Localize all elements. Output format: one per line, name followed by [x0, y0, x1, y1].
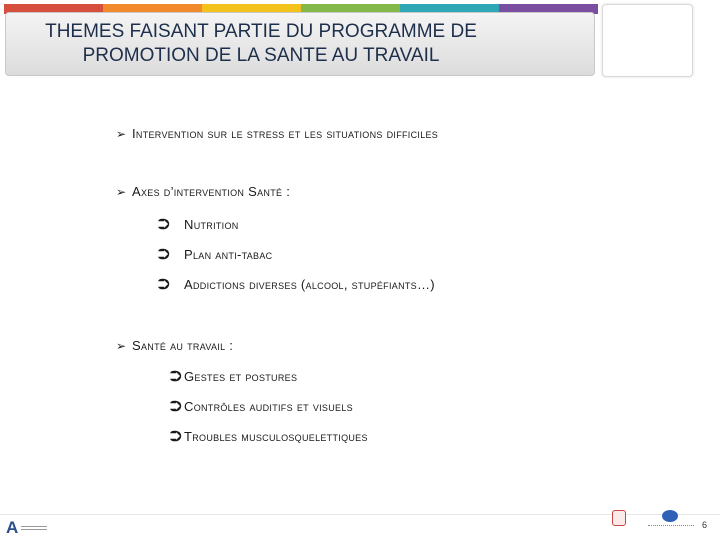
triangle-bullet-icon: ➢ [116, 185, 127, 199]
triangle-bullet-icon: ➢ [116, 339, 127, 353]
arrow-bullet-icon: ⮊ [158, 216, 170, 233]
arrow-bullet-icon: ⮊ [158, 276, 170, 293]
bullet-label: Santé au travail : [132, 338, 234, 353]
logo-placeholder [602, 4, 693, 77]
sub-item-gestes [170, 368, 297, 385]
logo-mark-icon: A [6, 518, 19, 537]
sub-item-troubles [170, 428, 368, 445]
logo-caption [648, 525, 694, 530]
sub-item-nutrition [158, 216, 239, 233]
arrow-bullet-icon: ⮊ [170, 368, 182, 385]
arrow-bullet-icon: ⮊ [170, 398, 182, 415]
title-line-2: PROMOTION DE LA SANTE AU TRAVAIL [82, 45, 440, 66]
globe-logo-icon [662, 510, 678, 522]
bullet-axes-sante [116, 184, 290, 199]
bullet-sante-travail [116, 338, 233, 353]
logo-text-lines [21, 526, 47, 530]
sub-item-label: Addictions diverses (alcool, stupéfiants…) [184, 277, 435, 292]
slide-title [16, 20, 506, 68]
footer-logo [6, 518, 47, 538]
title-line-1: THEMES FAISANT PARTIE DU PROGRAMME DE [45, 21, 477, 42]
sub-item-label: Nutrition [184, 217, 239, 232]
seal-icon [612, 510, 626, 526]
sub-item-controles [170, 398, 353, 415]
sub-item-label: Gestes et postures [184, 369, 298, 384]
page-number: 6 [702, 520, 708, 530]
bullet-stress [116, 126, 438, 141]
arrow-bullet-icon: ⮊ [170, 428, 182, 445]
arrow-bullet-icon: ⮊ [158, 246, 170, 263]
sub-item-label: Plan anti-tabac [184, 247, 273, 262]
sub-item-label: Contrôles auditifs et visuels [184, 399, 353, 414]
sub-item-addictions [158, 276, 435, 293]
sub-item-label: Troubles musculosquelettiques [184, 429, 368, 444]
bullet-label: Intervention sur le stress et les situations difficiles [132, 126, 439, 141]
triangle-bullet-icon: ➢ [116, 127, 127, 141]
bullet-label: Axes d’intervention Santé : [132, 184, 291, 199]
sub-item-anti-tabac [158, 246, 272, 263]
